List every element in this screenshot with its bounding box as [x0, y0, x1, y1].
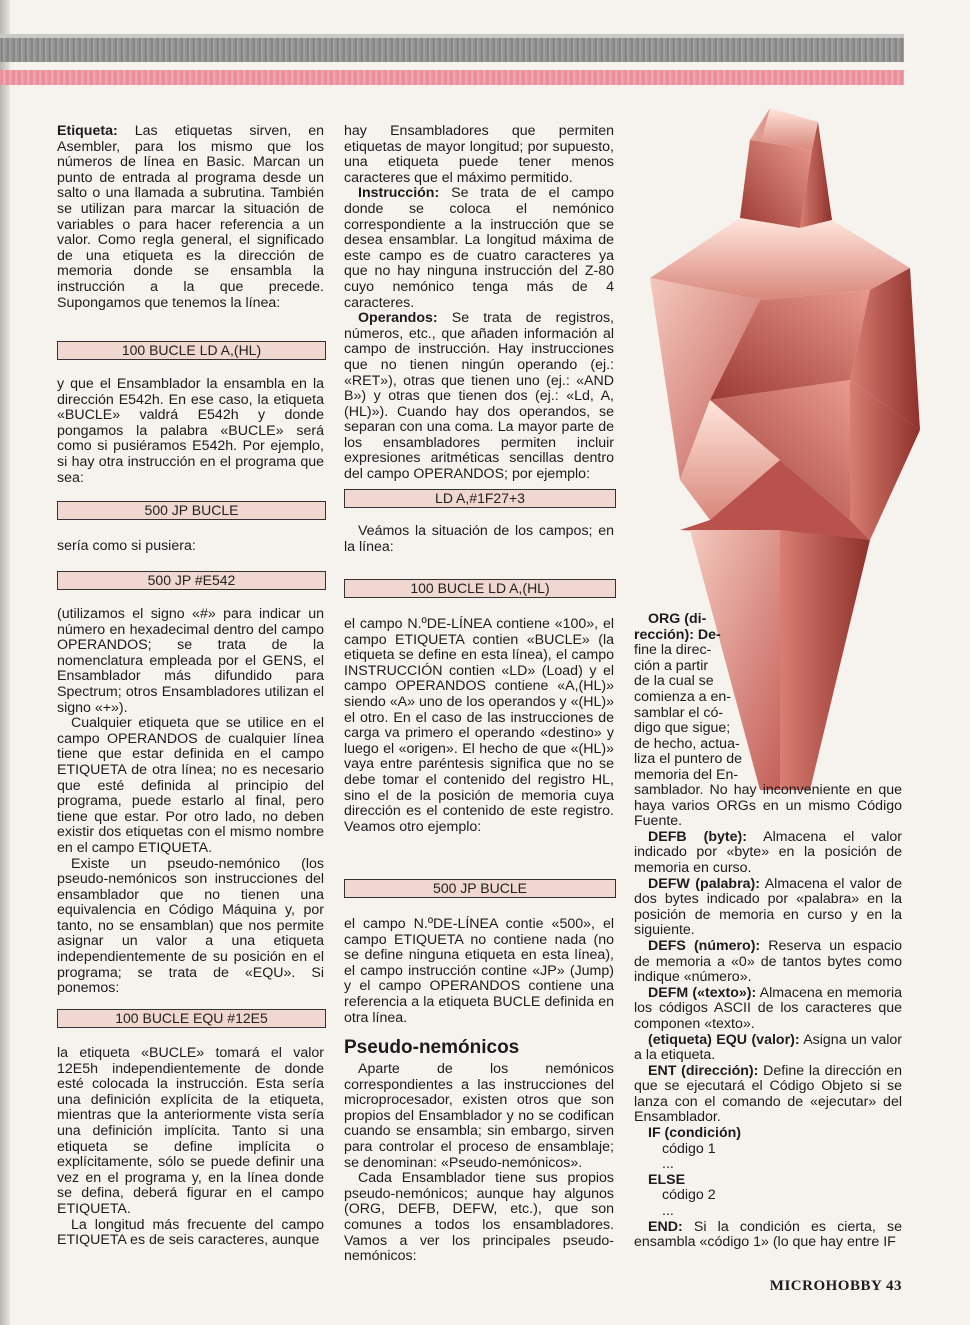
paragraph-text: Almacena el valor de dos bytes indicado por «palabra» en la posición de memoria en curso y en la siguiente.	[634, 875, 902, 939]
column-3	[634, 783, 902, 1251]
term-label: ELSE	[648, 1171, 686, 1188]
paragraph-text: Asigna un valor a la etiqueta.	[634, 1031, 902, 1064]
paragraph-text: Si la condición es cierta, se ensambla «código 1» (lo que hay entre IF	[634, 1218, 902, 1251]
term-label: ORG (di-	[648, 611, 707, 627]
column-2	[344, 124, 614, 483]
figure-legs-right	[780, 530, 870, 790]
column-2-block-4	[344, 917, 614, 1026]
org-line: memoria del En-	[634, 766, 739, 783]
else-line	[634, 1173, 902, 1189]
paragraph	[57, 124, 324, 311]
code-line: LD A,#1F27+3	[344, 489, 616, 508]
paragraph: La longitud más frecuente del campo ETIQUETA es de seis caracteres, aunque	[57, 1216, 324, 1249]
code-line: 100 BUCLE LD A,(HL)	[344, 579, 616, 598]
term-label: Instrucción:	[358, 185, 440, 202]
term-label: (etiqueta) EQU (valor):	[648, 1031, 800, 1048]
column-1-block-4	[57, 607, 324, 997]
header-band-pink	[0, 70, 904, 85]
header-band-gray	[0, 38, 904, 62]
paragraph: Aparte de los nemónicos correspondientes a las instrucciones del microprocesador, existen otros que son propios del Ensamblador y no se codifican cuando se ensambla; sin embargo, sirven para controlar el proceso de ensamblaje; se denominan: «Pseudo-nemónicos».	[344, 1061, 614, 1171]
term-label: END:	[648, 1218, 683, 1235]
paragraph: y que el Ensamblador la ensambla en la dirección E542h. En ese caso, la etiqueta «BUCLE» valdrá E542h y donde pongamos la palabra «BUCLE» será como si pusiéramos E542h. Por ejemplo, si hay otra instrucción en el programa que sea:	[57, 376, 324, 486]
paragraph	[634, 986, 902, 1033]
org-line	[634, 612, 769, 628]
paragraph: el campo N.ºDE-LÍNEA contiene «100», el campo ETIQUETA contien «BUCLE» (la etiqueta se define en esta línea), el campo INSTRUCCIÓN contien «LD» (Load) y el campo OPERANDOS contiene «A,(HL)» siendo «A» uno de los operandos y «(HL)» el otro. En el caso de las instrucciones de carga va primero el operando «destino» y luego el «origen». El hecho de que «(HL)» vaya entre paréntesis significa que no se debe tomar el contenido del registro HL, sino el de la posición de memoria cuya dirección es el contenido de este registro. Veamos otro ejemplo:	[344, 616, 614, 835]
paragraph: Cualquier etiqueta que se utilice en el campo OPERANDOS de cualquier línea tiene que estar definida en el campo ETIQUETA de otra línea; no es necesario que esté definida al principio del programa, puede estarlo al final, pero tiene que estar. Por otro lado, no deben existir dos etiquetas con el mismo nombre en el campo ETIQUETA.	[57, 715, 324, 856]
code-line: 500 JP BUCLE	[57, 501, 326, 520]
code-text: código 2	[662, 1187, 716, 1204]
column-1	[57, 124, 324, 311]
figure-head-front	[740, 140, 812, 228]
paragraph-text: Almacena en memoria los códigos ASCII de los caracteres que componen «texto».	[634, 984, 902, 1032]
paragraph: (utilizamos el signo «#» para indicar un número en hexadecimal dentro del campo OPERANDOS; se trata de la nomenclatura empleada por el GENS, el Ensamblador más difundido para Spectrum; otros Ensambladores utilizan el signo «+»).	[57, 606, 324, 716]
paragraph: hay Ensambladores que permiten etiquetas de mayor longitud; por supuesto, una etiqueta puede tener menos caracteres que el máximo permitido.	[344, 123, 614, 186]
term-label: DEFM («texto»):	[648, 984, 757, 1001]
column-1-block-5	[57, 1046, 324, 1249]
code-line: 100 BUCLE LD A,(HL)	[57, 341, 326, 360]
term-label: Etiqueta:	[57, 123, 118, 139]
term-label: DEFB (byte):	[648, 828, 747, 845]
code-line: 500 JP #E542	[57, 571, 326, 590]
paragraph-text: Define la dirección en que se ejecutará el Código Objeto si se lanza con el comando de «ejecutar» del Ensamblador.	[634, 1062, 902, 1126]
term-label: IF (condición)	[648, 1125, 741, 1142]
org-line: comienza a en-	[634, 688, 731, 705]
org-line: fine la direc-	[634, 642, 712, 659]
page-footer	[770, 1278, 902, 1295]
paragraph	[634, 1033, 902, 1064]
paragraph: Veámos la situación de los campos; en la línea:	[344, 523, 614, 555]
column-2-block-3	[344, 617, 614, 835]
org-line: liza el puntero de	[634, 751, 743, 768]
page-spine	[0, 0, 10, 1325]
paragraph	[634, 1064, 902, 1126]
code-line: 500 JP BUCLE	[344, 879, 616, 898]
paragraph	[634, 877, 902, 939]
paragraph	[344, 311, 614, 483]
section-heading: Pseudo-nemónicos	[344, 1037, 520, 1058]
term-label: Operandos:	[358, 310, 438, 327]
code-text: código 1	[662, 1140, 716, 1157]
org-line: digo que sigue;	[634, 720, 731, 737]
paragraph-text: Reserva un espacio de memoria a «0» de tantos bytes como indique «número».	[634, 937, 902, 986]
column-1-block-2	[57, 377, 324, 486]
ellipsis: ...	[662, 1156, 674, 1173]
column-3-org-block	[634, 612, 769, 784]
paragraph	[634, 939, 902, 986]
org-line: de la cual se	[634, 673, 714, 690]
org-line	[634, 628, 769, 644]
term-label: ENT (dirección):	[648, 1062, 759, 1079]
org-line: samblar el có-	[634, 704, 724, 721]
org-line: de hecho, actua-	[634, 735, 740, 752]
column-2-block-2	[344, 524, 614, 555]
magazine-name: MICROHOBBY	[769, 1278, 882, 1294]
paragraph: la etiqueta «BUCLE» tomará el valor 12E5h independientemente de donde esté colocada la instrucción. Esta sería una definición explícita de la etiqueta, mientras que la anteriormente vista sería una definición implícita. Tanto si una etiqueta se define implícita o explícitamente, sólo se puede definir una vez en el programa y, en la línea donde se defina, deberá figurar en el campo ETIQUETA.	[57, 1045, 324, 1217]
paragraph	[634, 1220, 902, 1251]
column-1-block-3	[57, 539, 324, 555]
paragraph: sería como si pusiera:	[57, 538, 196, 554]
paragraph-text: Se trata de registros, números, etc., que añaden información al campo de instrucción. Hay instrucciones que no tienen ningún operando (ej.: «RET»), otras que tienen uno (ej.: «AND B») y otras que tienen dos (ej.: «Ld, A,(HL)»). Cuando hay dos operandos, se separan con una coma. La mayor parte de los ensambladores permiten incluir expresiones aritméticas sencillas dentro del campo OPERANDOS; por ejemplo:	[344, 310, 614, 483]
if-line	[634, 1126, 902, 1142]
term-label: DEFS (número):	[648, 937, 761, 954]
paragraph-text: Se trata de el campo donde se coloca el nemónico correspondiente a la instrucción que se desea ensamblar. La longitud máxima de este campo es de cuatro caracteres ya que no hay ninguna instrucción del Z-80 cuyo nemónico tenga más de 4 caracteres.	[344, 185, 614, 311]
paragraph: Existe un pseudo-nemónico (los pseudo-nemónicos son instrucciones del ensamblador que no tienen una equivalencia en Código Máquina y, por tanto, no se ensamblan) que nos permite asignar un valor a una etiqueta independientemente de su posición en el programa; se trata de «EQU». Si ponemos:	[57, 855, 324, 997]
paragraph-text: Las etiquetas sirven, en Asembler, para los mismo que los números de línea en Basic. Marcan un punto de entrada al programa desde un salto o una llamada a subrutina. También se utilizan para marcar la situación de variables o para hacer referencia a un valor. Como regla general, el significado de una etiqueta es la dirección de memoria donde se ensambla la instrucción a la que precede. Supongamos que tenemos la línea:	[57, 123, 324, 311]
term-label: rección): De-	[634, 626, 721, 643]
code-line: 100 BUCLE EQU #12E5	[57, 1009, 326, 1028]
paragraph: samblador. No hay inconveniente en que haya varios ORGs en un mismo Código Fuente.	[634, 782, 902, 830]
paragraph	[344, 186, 614, 311]
paragraph	[634, 830, 902, 877]
paragraph: el campo N.ºDE-LÍNEA contie «500», el campo ETIQUETA no contiene nada (no se define ninguna etiqueta en esta línea), el campo instrucción contine «JP» (Jump) y el campo OPERANDOS contiene una referencia a la etiqueta BUCLE definida en otra línea.	[344, 916, 614, 1026]
paragraph-text: Almacena el valor indicado por «byte» en la posición de memoria en curso.	[634, 828, 902, 876]
column-2-block-5	[344, 1062, 614, 1265]
org-line: ción a partir	[634, 657, 709, 674]
term-label: DEFW (palabra):	[648, 875, 760, 892]
ellipsis: ...	[662, 1203, 674, 1220]
paragraph: Cada Ensamblador tiene sus propios pseudo-nemónicos; aunque hay algunos (ORG, DEFB, DEFW, etc.), que son comunes a todos los ensambladores. Vamos a ver los principales pseudo-nemónicos:	[344, 1170, 614, 1265]
page-number: 43	[886, 1278, 902, 1294]
